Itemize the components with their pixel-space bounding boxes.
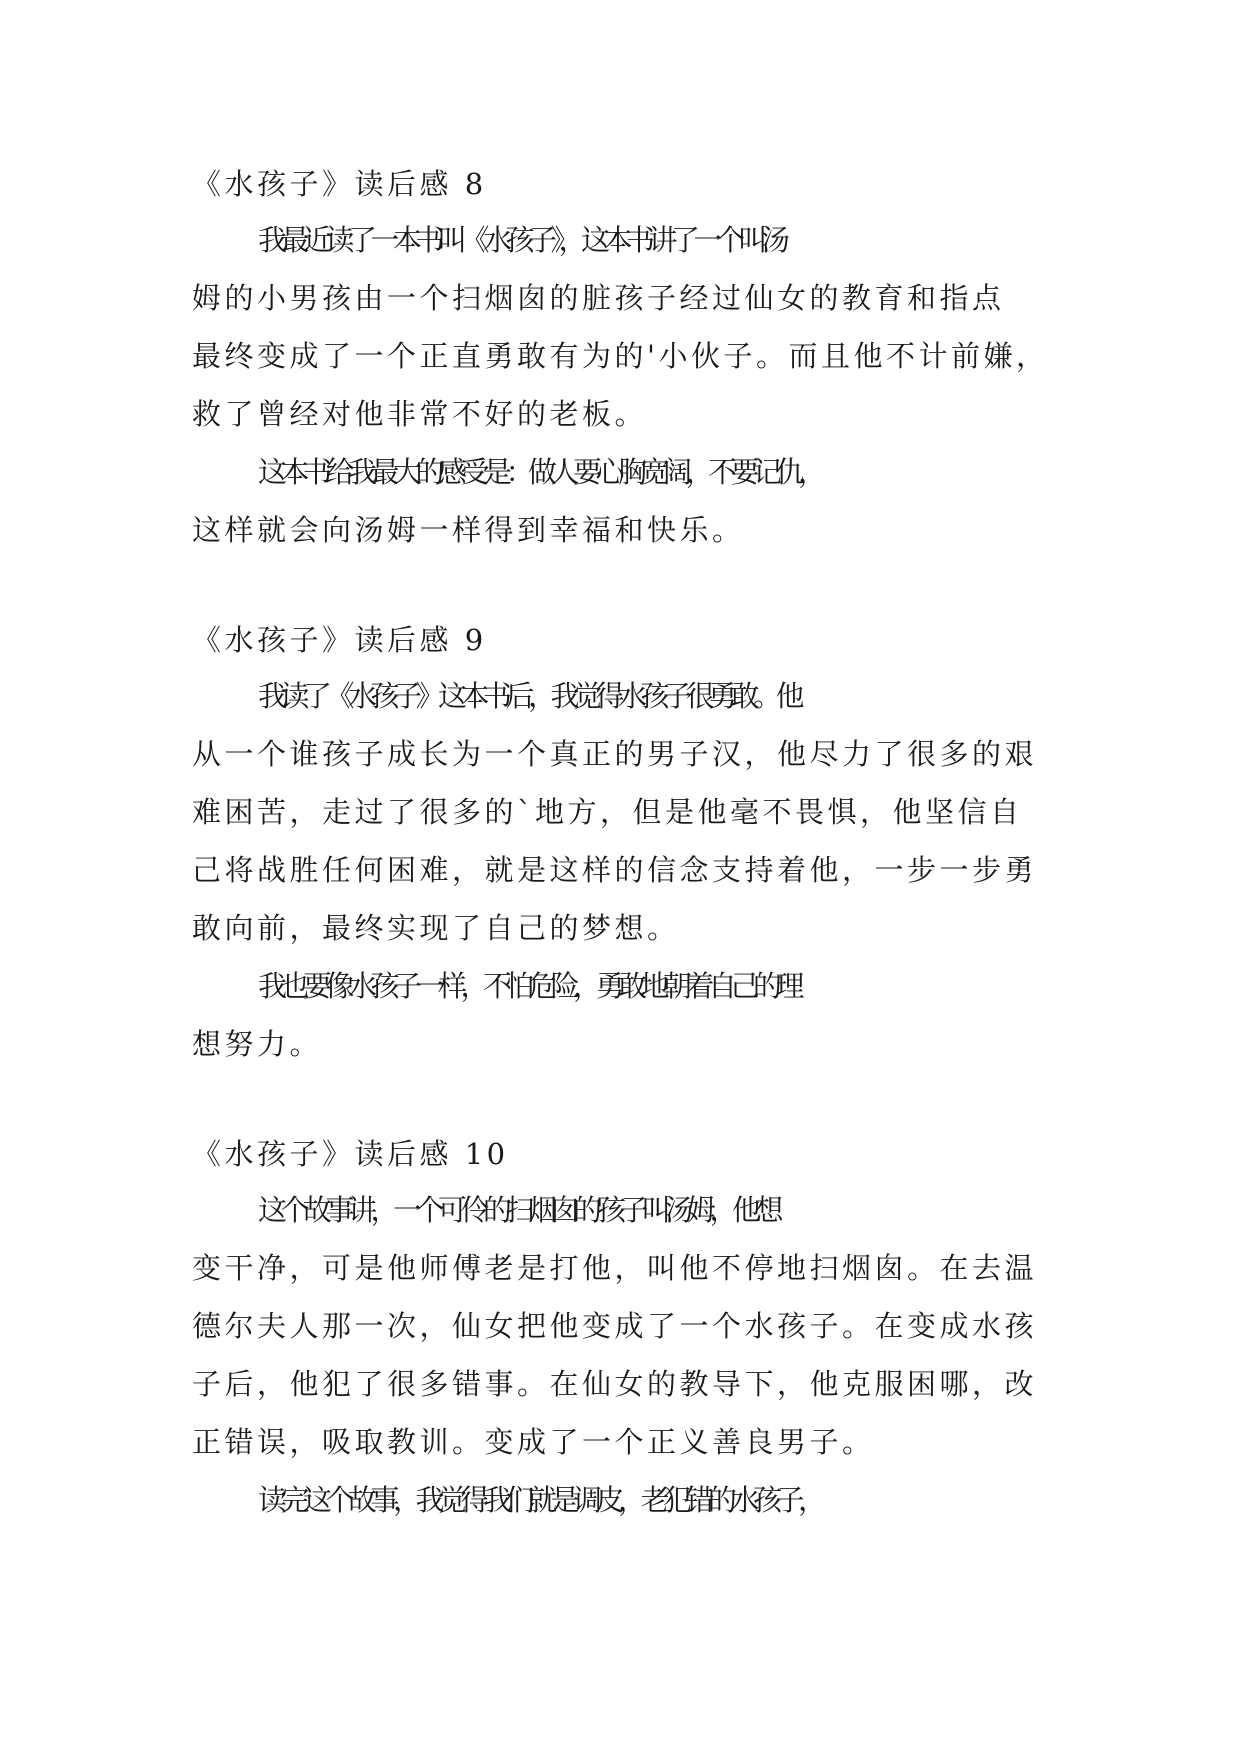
text-line: 敢向前，最终实现了自己的梦想。 [192, 911, 680, 945]
essay-section-10 [192, 1127, 1052, 1529]
essay-section-9 [192, 613, 1052, 1073]
section-heading: 《水孩子》读后感 9 [192, 623, 487, 657]
text-line: 我也要像水孩子一样，不怕危险，勇敢地朝着自己的理 [258, 969, 799, 1003]
section-heading: 《水孩子》读后感 10 [192, 1137, 509, 1171]
text-line: 救了曾经对他非常不好的老板。 [192, 397, 648, 431]
text-line: 这样就会向汤姆一样得到幸福和快乐。 [192, 513, 745, 547]
paragraph [192, 1471, 1052, 1529]
text-line: 这本书给我最大的感受是：做人要心胸宽阔，不要记仇， [258, 455, 821, 489]
document-page [192, 157, 1052, 1529]
text-line: 子后，他犯了很多错事。在仙女的教导下，他克服困哪，改 [192, 1367, 1038, 1401]
section-heading: 《水孩子》读后感 8 [192, 167, 487, 201]
text-line: 难困苦，走过了很多的`地方，但是他毫不畏惧，他坚信自 [192, 795, 1023, 829]
text-line: 读完这个故事，我觉得我们就是调皮，老犯错的水孩子， [258, 1483, 821, 1517]
essay-section-8 [192, 157, 1052, 559]
text-line: 从一个谁孩子成长为一个真正的男子汉，他尽力了很多的艰 [192, 737, 1038, 771]
text-line: 变干净，可是他师傅老是打他，叫他不停地扫烟囱。在去温 [192, 1251, 1038, 1285]
paragraph [192, 443, 1052, 559]
paragraph [192, 211, 1052, 443]
text-line: 我读了《水孩子》这本书后，我觉得水孩子很勇敢。他 [258, 679, 799, 713]
text-line: 姆的小男孩由一个扫烟囱的脏孩子经过仙女的教育和指点 [192, 281, 1005, 315]
paragraph [192, 957, 1052, 1073]
text-line: 这个故事讲，一个可伶的扫烟囱的'孩子叫汤姆，他想 [258, 1193, 777, 1227]
text-line: 我最近读了一本书叫《水孩子》，这本书讲了一个叫汤 [258, 223, 784, 257]
text-line: 己将战胜任何困难，就是这样的信念支持着他，一步一步勇 [192, 853, 1038, 887]
paragraph [192, 667, 1052, 957]
text-line: 想努力。 [192, 1027, 323, 1061]
text-line: 正错误，吸取教训。变成了一个正义善良男子。 [192, 1425, 875, 1459]
text-line: 德尔夫人那一次，仙女把他变成了一个水孩子。在变成水孩 [192, 1309, 1038, 1343]
text-line: 最终变成了一个正直勇敢有为的'小伙子。而且他不计前嫌， [192, 339, 1049, 373]
paragraph [192, 1181, 1052, 1471]
